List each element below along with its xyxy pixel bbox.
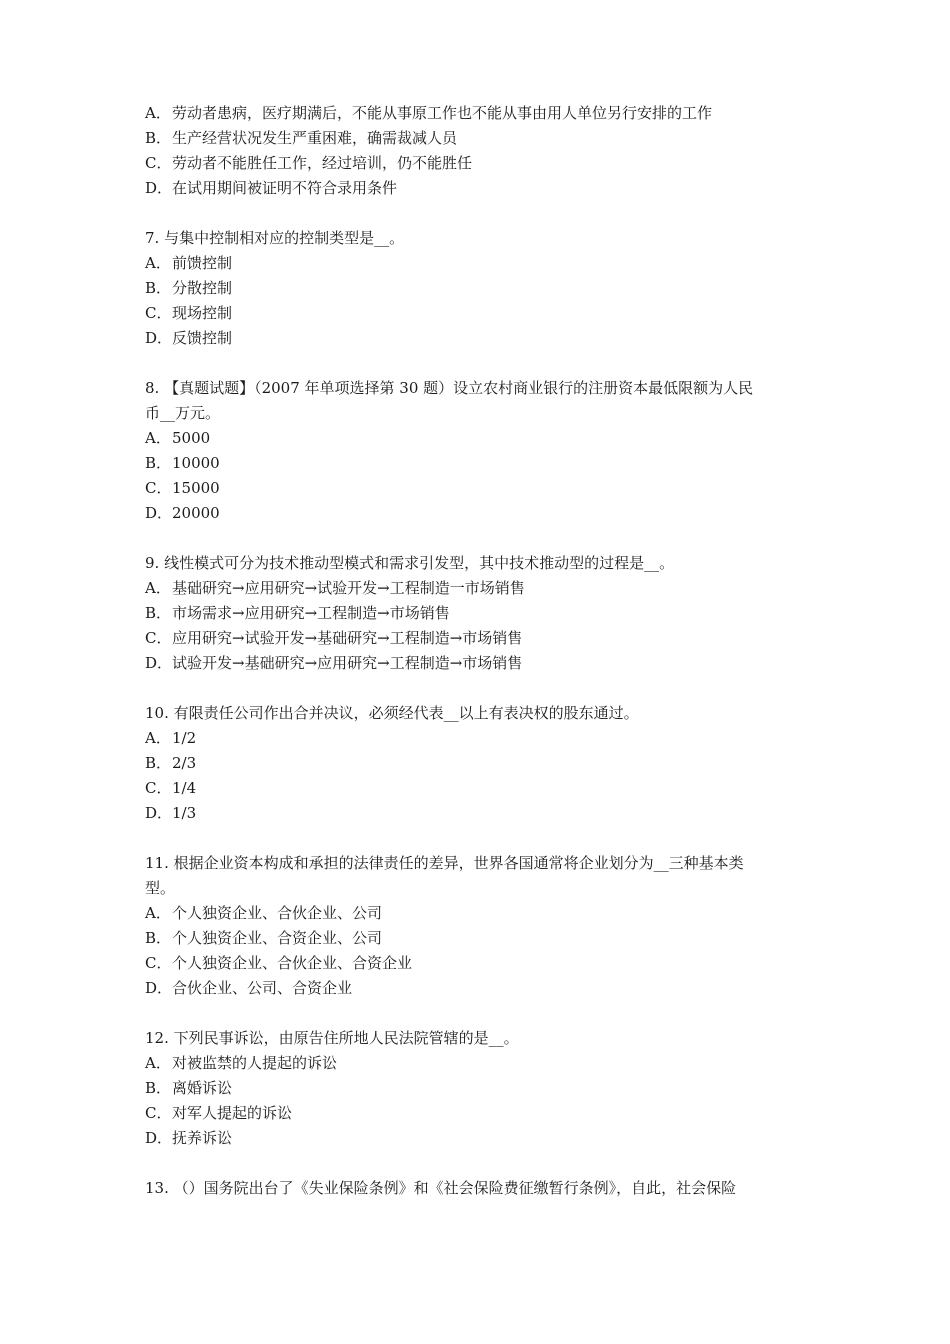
option-label: C． [145,954,172,972]
option-text: 反馈控制 [172,329,233,347]
question-stem: 9. 线性模式可分为技术推动型模式和需求引发型，其中技术推动型的过程是__。 [145,554,675,572]
option-label: A． [145,104,171,122]
question-block [145,551,815,676]
option-text: 应用研究→试验开发→基础研究→工程制造→市场销售 [172,629,523,647]
option-text: 15000 [172,479,220,497]
question-block [145,376,815,526]
option-label: B． [145,129,172,147]
option-d [145,801,815,826]
option-label: B． [145,454,172,472]
option-c [145,776,815,801]
option-label: A． [145,904,171,922]
option-c [145,951,815,976]
option-text: 个人独资企业、合资企业、公司 [172,929,383,947]
option-label: C． [145,629,172,647]
option-label: D． [145,329,173,347]
option-label: D． [145,979,173,997]
option-text: 5000 [172,429,211,447]
option-text: 劳动者患病，医疗期满后，不能从事原工作也不能从事由用人单位另行安排的工作 [172,104,713,122]
option-text: 劳动者不能胜任工作，经过培训，仍不能胜任 [172,154,473,172]
option-c [145,1101,815,1126]
option-text: 2/3 [172,754,197,772]
option-label: C． [145,779,172,797]
option-label: C． [145,304,172,322]
question-list [145,101,815,1226]
question-stem: 13. （）国务院出台了《失业保险条例》和《社会保险费征缴暂行条例》，自此，社会保险 [145,1179,737,1197]
question-stem: 10. 有限责任公司作出合并决议，必须经代表__以上有表决权的股东通过。 [145,704,639,722]
option-text: 分散控制 [172,279,233,297]
option-label: A． [145,579,171,597]
option-label: D． [145,504,173,522]
option-c [145,626,815,651]
option-text: 抚养诉讼 [172,1129,233,1147]
option-label: B． [145,1079,172,1097]
option-c [145,301,815,326]
option-c [145,476,815,501]
option-text: 1/3 [172,804,197,822]
option-a [145,576,815,601]
option-label: C． [145,479,172,497]
option-text: 1/2 [172,729,197,747]
question-stem-line-1: 8. 【真题试题】（2007 年单项选择第 30 题）设立农村商业银行的注册资本最低限额为人民 [145,379,754,397]
option-d [145,976,815,1001]
option-b [145,751,815,776]
option-label: A． [145,1054,171,1072]
question-stem-line-2: 币__万元。 [145,404,221,422]
question-block [145,101,815,201]
option-label: C． [145,1104,172,1122]
option-text: 试验开发→基础研究→应用研究→工程制造→市场销售 [172,654,523,672]
option-text: 在试用期间被证明不符合录用条件 [172,179,398,197]
option-a [145,726,815,751]
option-text: 生产经营状况发生严重困难，确需裁减人员 [172,129,458,147]
option-b [145,451,815,476]
option-d [145,1126,815,1151]
option-d [145,326,815,351]
option-text: 10000 [172,454,220,472]
option-text: 1/4 [172,779,197,797]
option-label: B． [145,754,172,772]
option-text: 现场控制 [172,304,233,322]
option-label: D． [145,179,173,197]
question-stem: 12. 下列民事诉讼，由原告住所地人民法院管辖的是__。 [145,1029,519,1047]
question-block [145,701,815,826]
question-block [145,1026,815,1151]
option-d [145,176,815,201]
option-a [145,901,815,926]
option-label: B． [145,604,172,622]
option-text: 对军人提起的诉讼 [172,1104,293,1122]
option-text: 市场需求→应用研究→工程制造→市场销售 [172,604,450,622]
question-block [145,851,815,1001]
option-c [145,151,815,176]
option-text: 基础研究→应用研究→试验开发→工程制造一市场销售 [172,579,525,597]
option-text: 20000 [172,504,220,522]
option-text: 个人独资企业、合伙企业、合资企业 [172,954,413,972]
question-stem-line-2: 型。 [145,879,176,897]
option-label: A． [145,429,171,447]
option-b [145,926,815,951]
option-a [145,101,815,126]
option-text: 离婚诉讼 [172,1079,233,1097]
option-label: B． [145,929,172,947]
option-b [145,276,815,301]
question-block [145,226,815,351]
option-d [145,651,815,676]
option-d [145,501,815,526]
option-label: C． [145,154,172,172]
option-b [145,1076,815,1101]
option-label: A． [145,254,171,272]
question-stem: 7. 与集中控制相对应的控制类型是__。 [145,229,405,247]
question-block [145,1176,815,1201]
option-text: 个人独资企业、合伙企业、公司 [172,904,383,922]
option-label: D． [145,1129,173,1147]
question-stem-line-1: 11. 根据企业资本构成和承担的法律责任的差异，世界各国通常将企业划分为__三种基本类 [145,854,744,872]
option-label: D． [145,654,173,672]
option-label: A． [145,729,171,747]
option-a [145,1051,815,1076]
option-b [145,126,815,151]
option-label: D． [145,804,173,822]
option-label: B． [145,279,172,297]
option-text: 前馈控制 [172,254,233,272]
option-a [145,426,815,451]
option-b [145,601,815,626]
option-text: 对被监禁的人提起的诉讼 [172,1054,338,1072]
option-text: 合伙企业、公司、合资企业 [172,979,353,997]
option-a [145,251,815,276]
